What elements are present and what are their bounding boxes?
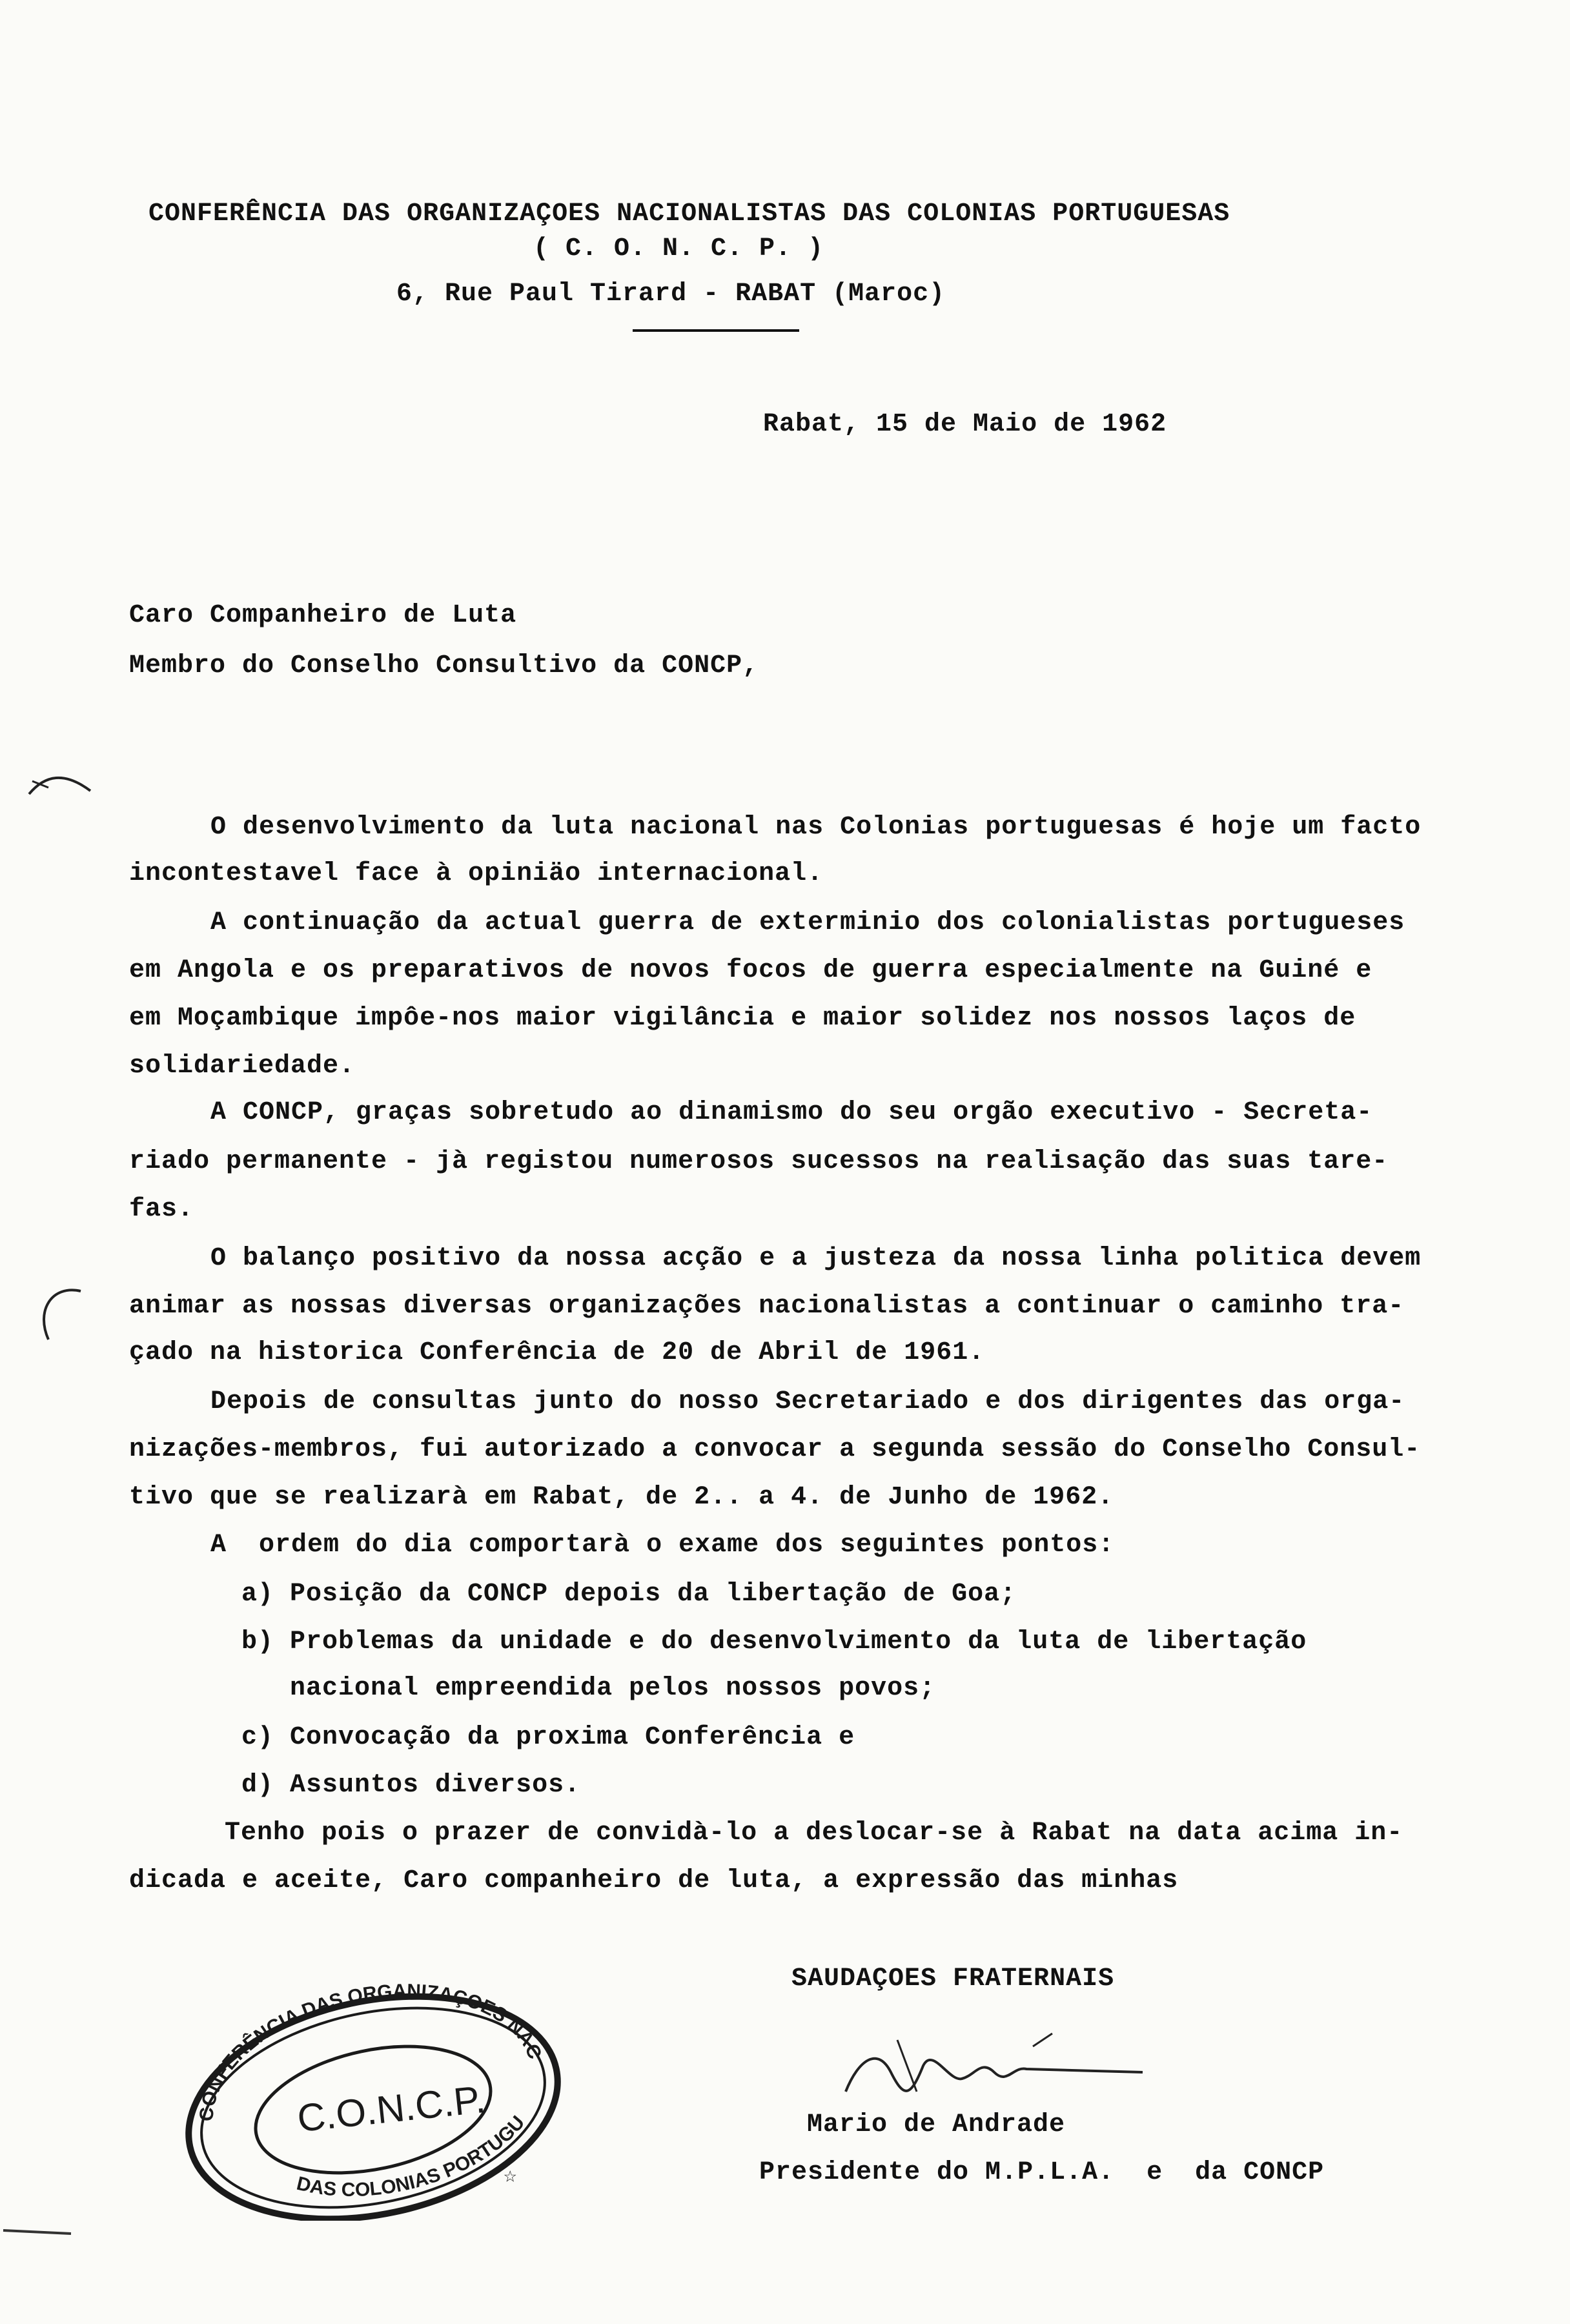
body-line: Tenho pois o prazer de convidà-lo a deslocar-se à Rabat na data acima in-: [225, 1819, 1403, 1848]
org-address: 6, Rue Paul Tirard - RABAT (Maroc): [396, 280, 946, 309]
header-underline: [633, 329, 799, 332]
body-line: solidariedade.: [129, 1052, 356, 1081]
agenda-item: d) Assuntos diversos.: [241, 1771, 581, 1800]
greeting: SAUDAÇOES FRATERNAIS: [791, 1964, 1115, 1993]
body-line: tivo que se realizarà em Rabat, de 2.. a 4. de Junho de 1962.: [129, 1483, 1114, 1512]
org-name: CONFERÊNCIA DAS ORGANIZAÇOES NACIONALISTAS DAS COLONIAS PORTUGUESAS: [148, 199, 1230, 229]
letter-date: Rabat, 15 de Maio de 1962: [763, 410, 1167, 439]
body-line: em Moçambique impôe-nos maior vigilância e maior solidez nos nossos laços de: [129, 1004, 1356, 1033]
salutation-line-1: Caro Companheiro de Luta: [129, 601, 517, 630]
agenda-item: a) Posição da CONCP depois da libertação de Goa;: [241, 1580, 1017, 1609]
handwritten-signature: [820, 2021, 1156, 2111]
body-line: Depois de consultas junto do nosso Secretariado e dos dirigentes das orga-: [210, 1387, 1405, 1416]
body-line: fas.: [129, 1195, 194, 1224]
agenda-item: nacional empreendida pelos nossos povos;: [241, 1674, 936, 1703]
org-acronym: ( C. O. N. C. P. ): [533, 234, 824, 263]
body-line: A CONCP, graças sobretudo ao dinamismo do seu orgão executivo - Secreta-: [210, 1098, 1373, 1127]
margin-mark-bottom: [0, 2221, 77, 2240]
body-line: animar as nossas diversas organizações nacionalistas a continuar o caminho tra-: [129, 1292, 1405, 1321]
stamp-center-text: C.O.N.C.P.: [295, 2077, 488, 2141]
signatory-name: Mario de Andrade: [807, 2110, 1066, 2139]
stamp-ring-top: CONFERÊNCIA DAS ORGANIZAÇOES NACIONALISTAS: [196, 1980, 546, 2123]
agenda-item: c) Convocação da proxima Conferência e: [241, 1723, 855, 1752]
body-line: O desenvolvimento da luta nacional nas Colonias portuguesas é hoje um facto: [210, 813, 1422, 842]
margin-mark-middle: [32, 1285, 84, 1349]
body-line: çado na historica Conferência de 20 de Abril de 1961.: [129, 1338, 985, 1367]
body-line: nizações-membros, fui autorizado a convocar a segunda sessão do Conselho Consul-: [129, 1435, 1421, 1464]
body-line: dicada e aceite, Caro companheiro de luta, a expressão das minhas: [129, 1866, 1179, 1895]
salutation-line-2: Membro do Conselho Consultivo da CONCP,: [129, 651, 759, 680]
organization-stamp: [168, 1962, 568, 2221]
stamp-star-icon: ☆: [504, 2165, 517, 2189]
margin-mark-top: [26, 768, 97, 800]
body-line: O balanço positivo da nossa acção e a justeza da nossa linha politica devem: [210, 1244, 1422, 1273]
body-line: em Angola e os preparativos de novos focos de guerra especialmente na Guiné e: [129, 956, 1372, 985]
body-line: A continuação da actual guerra de exterminio dos colonialistas portugueses: [210, 908, 1405, 937]
agenda-item: b) Problemas da unidade e do desenvolvimento da luta de libertação: [241, 1627, 1307, 1656]
stamp-ring-bottom: DAS COLONIAS PORTUGUESAS: [294, 2112, 529, 2201]
agenda-intro: A ordem do dia comportarà o exame dos seguintes pontos:: [210, 1531, 1115, 1560]
body-line: incontestavel face à opiniäo internacional.: [129, 859, 824, 888]
signatory-title: Presidente do M.P.L.A. e da CONCP: [759, 2158, 1325, 2187]
body-line: riado permanente - jà registou numerosos sucessos na realisação das suas tare-: [129, 1147, 1389, 1176]
